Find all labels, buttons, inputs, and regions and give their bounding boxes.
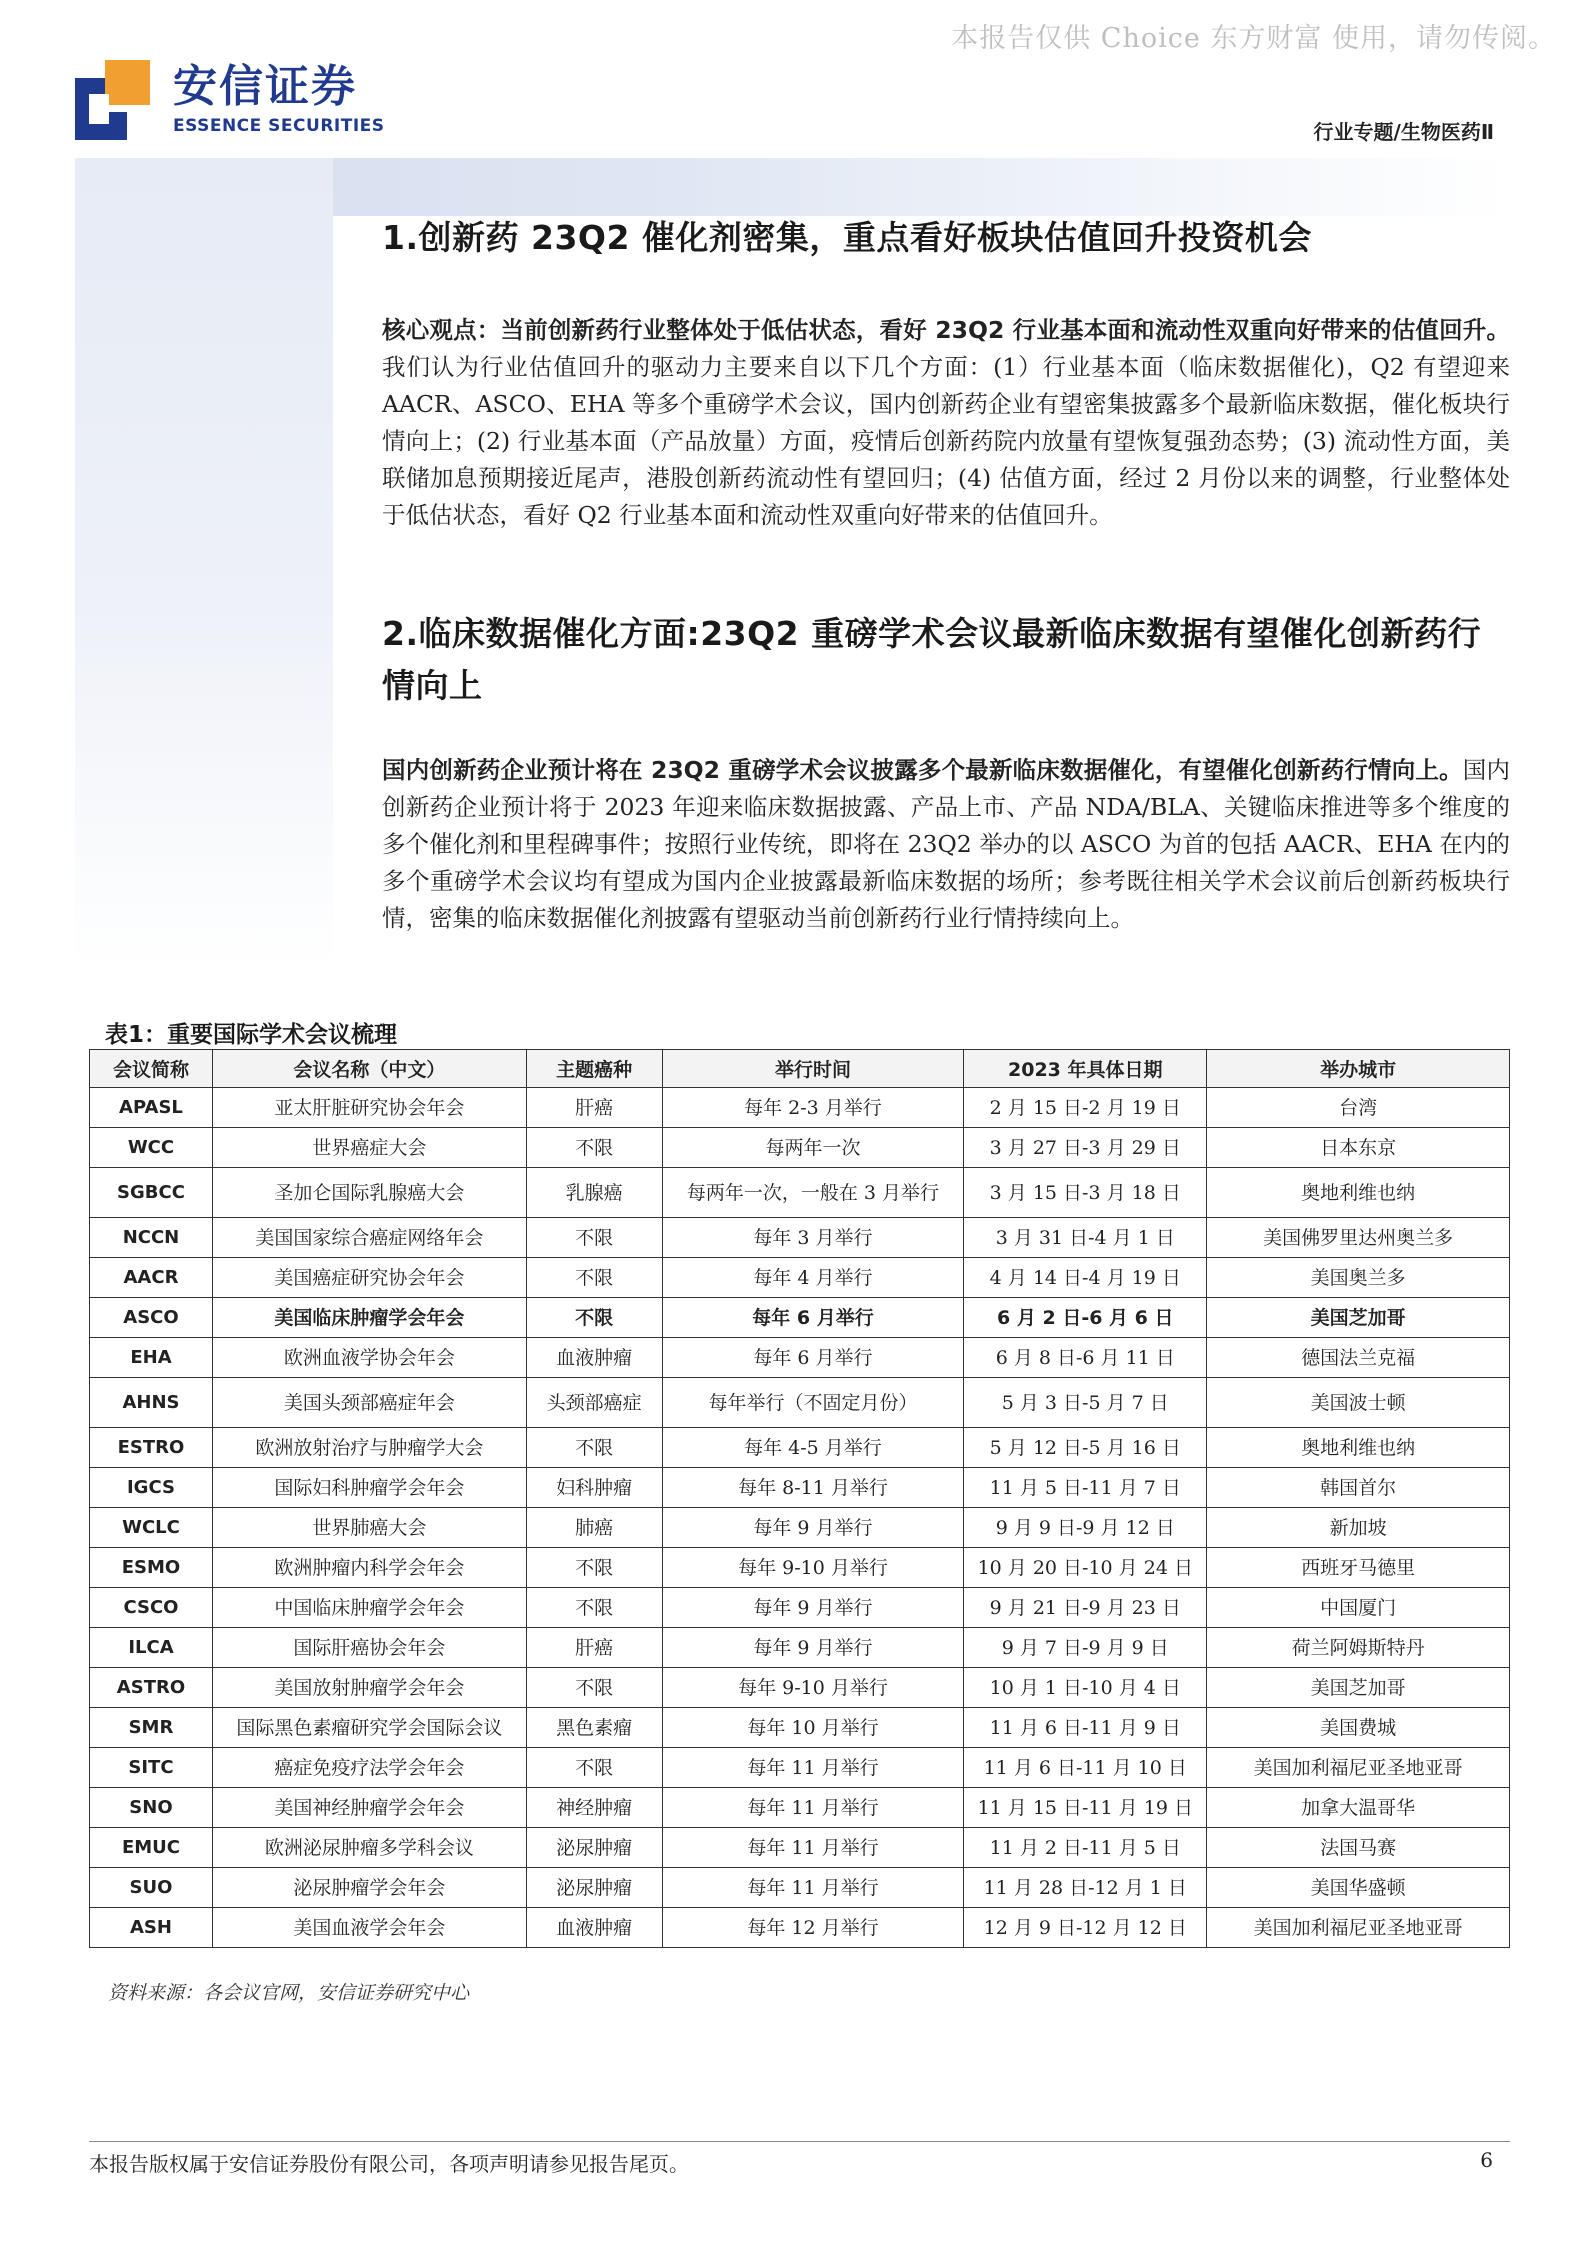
cell-cancer: 不限 xyxy=(526,1548,662,1588)
cell-date: 10 月 20 日-10 月 24 日 xyxy=(964,1548,1207,1588)
cell-date: 6 月 2 日-6 月 6 日 xyxy=(964,1298,1207,1338)
cell-time: 每年 12 月举行 xyxy=(662,1908,964,1948)
cell-city: 奥地利维也纳 xyxy=(1207,1168,1510,1218)
cell-cancer: 不限 xyxy=(526,1218,662,1258)
cell-abbr: EMUC xyxy=(90,1828,213,1868)
cell-time: 每年 6 月举行 xyxy=(662,1338,964,1378)
cell-name: 欧洲肿瘤内科学会年会 xyxy=(212,1548,526,1588)
cell-name: 美国临床肿瘤学会年会 xyxy=(212,1298,526,1338)
cell-time: 每年 11 月举行 xyxy=(662,1868,964,1908)
cell-time: 每年 9-10 月举行 xyxy=(662,1668,964,1708)
cell-abbr: IGCS xyxy=(90,1468,213,1508)
cell-cancer: 肺癌 xyxy=(526,1508,662,1548)
cell-date: 4 月 14 日-4 月 19 日 xyxy=(964,1258,1207,1298)
cell-cancer: 妇科肿瘤 xyxy=(526,1468,662,1508)
cell-name: 世界癌症大会 xyxy=(212,1128,526,1168)
table-row xyxy=(90,1428,1510,1468)
cell-city: 日本东京 xyxy=(1207,1128,1510,1168)
cell-cancer: 肝癌 xyxy=(526,1628,662,1668)
section-1-body: 我们认为行业估值回升的驱动力主要来自以下几个方面：(1）行业基本面（临床数据催化)，Q2 有望迎来 AACR、ASCO、EHA 等多个重磅学术会议，国内创新药企业有望密集披露多个最新临床数据，催化板块行情向上；(2) 行业基本面（产品放量）方面，疫情后创新药院内放量有望恢复强劲态势；(3) 流动性方面，美联储加息预期接近尾声，港股创新药流动性有望回归；(4) 估值方面，经过 2 月份以来的调整，行业整体处于低估状态，看好 Q2 行业基本面和流动性双重向好带来的估值回升。 xyxy=(382,353,1510,529)
table-row xyxy=(90,1168,1510,1218)
cell-abbr: ESMO xyxy=(90,1548,213,1588)
cell-abbr: CSCO xyxy=(90,1588,213,1628)
cell-time: 每年 6 月举行 xyxy=(662,1298,964,1338)
table-row xyxy=(90,1258,1510,1298)
conference-table xyxy=(89,1049,1510,1948)
cell-date: 11 月 6 日-11 月 10 日 xyxy=(964,1748,1207,1788)
cell-date: 5 月 3 日-5 月 7 日 xyxy=(964,1378,1207,1428)
cell-abbr: SITC xyxy=(90,1748,213,1788)
cell-cancer: 乳腺癌 xyxy=(526,1168,662,1218)
cell-city: 美国加利福尼亚圣地亚哥 xyxy=(1207,1908,1510,1948)
cell-name: 中国临床肿瘤学会年会 xyxy=(212,1588,526,1628)
cell-name: 美国国家综合癌症网络年会 xyxy=(212,1218,526,1258)
cell-abbr: WCLC xyxy=(90,1508,213,1548)
header-cancer: 主题癌种 xyxy=(526,1050,662,1088)
cell-time: 每年举行（不固定月份） xyxy=(662,1378,964,1428)
cell-date: 2 月 15 日-2 月 19 日 xyxy=(964,1088,1207,1128)
cell-city: 荷兰阿姆斯特丹 xyxy=(1207,1628,1510,1668)
cell-cancer: 神经肿瘤 xyxy=(526,1788,662,1828)
cell-abbr: EHA xyxy=(90,1338,213,1378)
cell-cancer: 不限 xyxy=(526,1298,662,1338)
header-date: 2023 年具体日期 xyxy=(964,1050,1207,1088)
cell-time: 每年 9 月举行 xyxy=(662,1588,964,1628)
cell-abbr: SUO xyxy=(90,1868,213,1908)
logo-text-en: ESSENCE SECURITIES xyxy=(173,116,385,136)
cell-name: 国际黑色素瘤研究学会国际会议 xyxy=(212,1708,526,1748)
cell-time: 每年 9-10 月举行 xyxy=(662,1548,964,1588)
cell-name: 世界肺癌大会 xyxy=(212,1508,526,1548)
cell-date: 5 月 12 日-5 月 16 日 xyxy=(964,1428,1207,1468)
cell-cancer: 头颈部癌症 xyxy=(526,1378,662,1428)
table-row xyxy=(90,1218,1510,1258)
cell-date: 11 月 2 日-11 月 5 日 xyxy=(964,1828,1207,1868)
cell-date: 11 月 5 日-11 月 7 日 xyxy=(964,1468,1207,1508)
cell-name: 欧洲血液学协会年会 xyxy=(212,1338,526,1378)
report-category: 行业专题/生物医药Ⅱ xyxy=(1313,120,1494,144)
cell-time: 每年 9 月举行 xyxy=(662,1628,964,1668)
cell-time: 每年 8-11 月举行 xyxy=(662,1468,964,1508)
cell-name: 国际妇科肿瘤学会年会 xyxy=(212,1468,526,1508)
cell-name: 美国癌症研究协会年会 xyxy=(212,1258,526,1298)
cell-city: 西班牙马德里 xyxy=(1207,1548,1510,1588)
cell-abbr: SMR xyxy=(90,1708,213,1748)
header-abbr: 会议简称 xyxy=(90,1050,213,1088)
table-row xyxy=(90,1868,1510,1908)
cell-city: 奥地利维也纳 xyxy=(1207,1428,1510,1468)
cell-name: 美国放射肿瘤学会年会 xyxy=(212,1668,526,1708)
table-row xyxy=(90,1908,1510,1948)
cell-cancer: 不限 xyxy=(526,1258,662,1298)
cell-city: 美国佛罗里达州奥兰多 xyxy=(1207,1218,1510,1258)
cell-abbr: ASTRO xyxy=(90,1668,213,1708)
cell-time: 每年 3 月举行 xyxy=(662,1218,964,1258)
cell-cancer: 不限 xyxy=(526,1588,662,1628)
cell-date: 9 月 21 日-9 月 23 日 xyxy=(964,1588,1207,1628)
cell-city: 美国波士顿 xyxy=(1207,1378,1510,1428)
table-row xyxy=(90,1378,1510,1428)
cell-cancer: 不限 xyxy=(526,1128,662,1168)
section-2-title: 2.临床数据催化方面:23Q2 重磅学术会议最新临床数据有望催化创新药行情向上 xyxy=(382,614,1482,705)
cell-cancer: 泌尿肿瘤 xyxy=(526,1828,662,1868)
section-2-paragraph xyxy=(382,752,1510,937)
cell-abbr: SNO xyxy=(90,1788,213,1828)
cell-cancer: 泌尿肿瘤 xyxy=(526,1868,662,1908)
side-band xyxy=(75,158,333,968)
watermark: 本报告仅供 Choice 东方财富 使用，请勿传阅。 xyxy=(951,23,1556,54)
table-row xyxy=(90,1468,1510,1508)
section-1-lead: 核心观点：当前创新药行业整体处于低估状态，看好 23Q2 行业基本面和流动性双重向好带来的估值回升。 xyxy=(382,316,1510,344)
cell-city: 台湾 xyxy=(1207,1088,1510,1128)
footer-divider xyxy=(89,2141,1510,2142)
cell-time: 每年 10 月举行 xyxy=(662,1708,964,1748)
table-row xyxy=(90,1748,1510,1788)
table-row xyxy=(90,1298,1510,1338)
cell-name: 欧洲放射治疗与肿瘤学大会 xyxy=(212,1428,526,1468)
table-row xyxy=(90,1338,1510,1378)
cell-date: 3 月 15 日-3 月 18 日 xyxy=(964,1168,1207,1218)
cell-date: 9 月 9 日-9 月 12 日 xyxy=(964,1508,1207,1548)
cell-cancer: 肝癌 xyxy=(526,1088,662,1128)
cell-date: 3 月 27 日-3 月 29 日 xyxy=(964,1128,1207,1168)
cell-cancer: 黑色素瘤 xyxy=(526,1708,662,1748)
cell-city: 法国马赛 xyxy=(1207,1828,1510,1868)
page-number: 6 xyxy=(1480,2148,1493,2172)
cell-cancer: 血液肿瘤 xyxy=(526,1338,662,1378)
cell-city: 美国芝加哥 xyxy=(1207,1298,1510,1338)
logo xyxy=(75,60,385,140)
table-row xyxy=(90,1548,1510,1588)
cell-cancer: 不限 xyxy=(526,1748,662,1788)
cell-name: 美国头颈部癌症年会 xyxy=(212,1378,526,1428)
cell-cancer: 不限 xyxy=(526,1668,662,1708)
section-1-title: 1.创新药 23Q2 催化剂密集，重点看好板块估值回升投资机会 xyxy=(382,218,1312,257)
table-row xyxy=(90,1508,1510,1548)
table-row xyxy=(90,1828,1510,1868)
table-row xyxy=(90,1128,1510,1168)
table-row xyxy=(90,1668,1510,1708)
cell-name: 国际肝癌协会年会 xyxy=(212,1628,526,1668)
cell-city: 美国加利福尼亚圣地亚哥 xyxy=(1207,1748,1510,1788)
table-row xyxy=(90,1708,1510,1748)
section-2-lead: 国内创新药企业预计将在 23Q2 重磅学术会议披露多个最新临床数据催化，有望催化创新药行情向上。 xyxy=(382,756,1463,784)
cell-abbr: WCC xyxy=(90,1128,213,1168)
cell-abbr: AACR xyxy=(90,1258,213,1298)
cell-date: 11 月 28 日-12 月 1 日 xyxy=(964,1868,1207,1908)
table-title: 表1：重要国际学术会议梳理 xyxy=(105,1022,398,1048)
cell-time: 每两年一次 xyxy=(662,1128,964,1168)
cell-city: 美国华盛顿 xyxy=(1207,1868,1510,1908)
table-row xyxy=(90,1788,1510,1828)
cell-abbr: ILCA xyxy=(90,1628,213,1668)
cell-abbr: SGBCC xyxy=(90,1168,213,1218)
cell-time: 每年 11 月举行 xyxy=(662,1788,964,1828)
cell-city: 美国奥兰多 xyxy=(1207,1258,1510,1298)
table-header-row xyxy=(90,1050,1510,1088)
cell-time: 每年 4-5 月举行 xyxy=(662,1428,964,1468)
cell-abbr: APASL xyxy=(90,1088,213,1128)
cell-time: 每年 2-3 月举行 xyxy=(662,1088,964,1128)
table-row xyxy=(90,1628,1510,1668)
cell-time: 每年 9 月举行 xyxy=(662,1508,964,1548)
cell-date: 11 月 6 日-11 月 9 日 xyxy=(964,1708,1207,1748)
cell-abbr: ESTRO xyxy=(90,1428,213,1468)
cell-date: 3 月 31 日-4 月 1 日 xyxy=(964,1218,1207,1258)
cell-name: 亚太肝脏研究协会年会 xyxy=(212,1088,526,1128)
cell-abbr: NCCN xyxy=(90,1218,213,1258)
logo-text-cn: 安信证券 xyxy=(173,61,357,112)
table-row xyxy=(90,1088,1510,1128)
section-2-body: 国内创新药企业预计将于 2023 年迎来临床数据披露、产品上市、产品 NDA/BLA、关键临床推进等多个维度的多个催化剂和里程碑事件；按照行业传统，即将在 23Q2 举办的以 ASCO 为首的包括 AACR、EHA 在内的多个重磅学术会议均有望成为国内企业披露最新临床数据的场所；参考既往相关学术会议前后创新药板块行情，密集的临床数据催化剂披露有望驱动当前创新药行业行情持续向上。 xyxy=(382,756,1510,932)
cell-city: 加拿大温哥华 xyxy=(1207,1788,1510,1828)
cell-time: 每两年一次，一般在 3 月举行 xyxy=(662,1168,964,1218)
header-city: 举办城市 xyxy=(1207,1050,1510,1088)
cell-abbr: ASH xyxy=(90,1908,213,1948)
cell-name: 美国神经肿瘤学会年会 xyxy=(212,1788,526,1828)
cell-city: 美国费城 xyxy=(1207,1708,1510,1748)
cell-date: 11 月 15 日-11 月 19 日 xyxy=(964,1788,1207,1828)
logo-mark-icon xyxy=(75,60,150,140)
cell-abbr: AHNS xyxy=(90,1378,213,1428)
cell-cancer: 血液肿瘤 xyxy=(526,1908,662,1948)
table-body xyxy=(90,1088,1510,1948)
cell-date: 10 月 1 日-10 月 4 日 xyxy=(964,1668,1207,1708)
header-time: 举行时间 xyxy=(662,1050,964,1088)
table-row xyxy=(90,1588,1510,1628)
cell-name: 欧洲泌尿肿瘤多学科会议 xyxy=(212,1828,526,1868)
footer-disclaimer: 本报告版权属于安信证券股份有限公司，各项声明请参见报告尾页。 xyxy=(89,2152,689,2176)
cell-name: 癌症免疫疗法学会年会 xyxy=(212,1748,526,1788)
cell-city: 新加坡 xyxy=(1207,1508,1510,1548)
cell-time: 每年 4 月举行 xyxy=(662,1258,964,1298)
cell-name: 圣加仑国际乳腺癌大会 xyxy=(212,1168,526,1218)
cell-cancer: 不限 xyxy=(526,1428,662,1468)
cell-date: 12 月 9 日-12 月 12 日 xyxy=(964,1908,1207,1948)
cell-name: 泌尿肿瘤学会年会 xyxy=(212,1868,526,1908)
section-1-paragraph xyxy=(382,312,1510,534)
cell-city: 美国芝加哥 xyxy=(1207,1668,1510,1708)
table-source: 资料来源：各会议官网，安信证券研究中心 xyxy=(108,1982,470,2004)
cell-date: 6 月 8 日-6 月 11 日 xyxy=(964,1338,1207,1378)
cell-time: 每年 11 月举行 xyxy=(662,1748,964,1788)
cell-date: 9 月 7 日-9 月 9 日 xyxy=(964,1628,1207,1668)
cell-city: 韩国首尔 xyxy=(1207,1468,1510,1508)
cell-time: 每年 11 月举行 xyxy=(662,1828,964,1868)
cell-name: 美国血液学会年会 xyxy=(212,1908,526,1948)
cell-city: 德国法兰克福 xyxy=(1207,1338,1510,1378)
cell-city: 中国厦门 xyxy=(1207,1588,1510,1628)
cell-abbr: ASCO xyxy=(90,1298,213,1338)
header-name: 会议名称（中文） xyxy=(212,1050,526,1088)
